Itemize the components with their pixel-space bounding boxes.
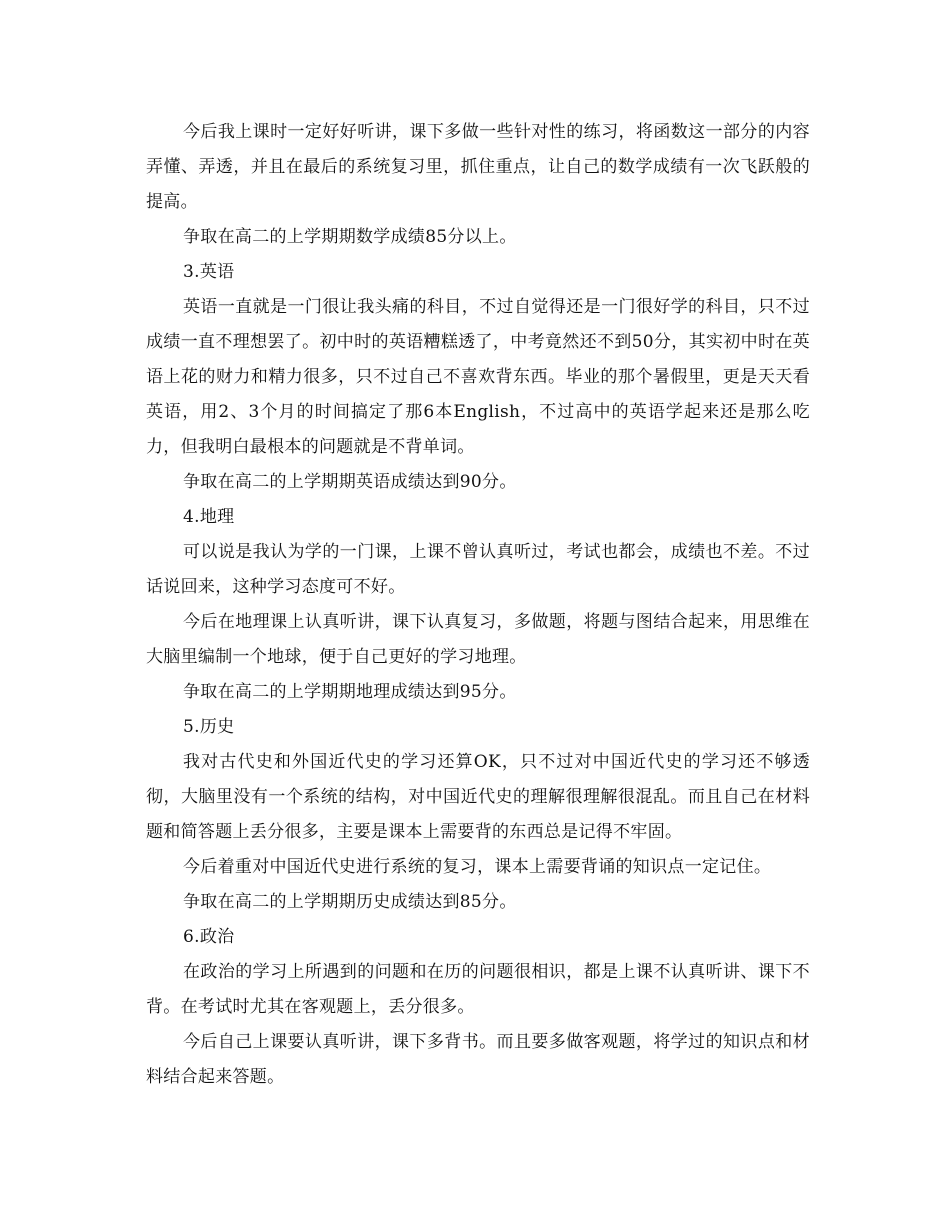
section-heading-history: 5.历史: [183, 717, 235, 737]
section-heading-politics: 6.政治: [183, 927, 235, 947]
paragraph-math-goal: 争取在高二的上学期期数学成绩85分以上。: [183, 227, 517, 247]
paragraph-geography-plan: 今后在地理课上认真听讲，课下认真复习，多做题，将题与图结合起来，用思维在大脑里编制一个地球，便于自己更好的学习地理。: [146, 612, 810, 667]
paragraph-english-status: 英语一直就是一门很让我头痛的科目，不过自觉得还是一门很好学的科目，只不过成绩一直不理想罢了。初中时的英语糟糕透了，中考竟然还不到50分，其实初中时在英语上花的财力和精力很多，只不过自己不喜欢背东西。毕业的那个暑假里，更是天天看英语，用2、3个月的时间搞定了那6本English，不过高中的英语学起来还是那么吃力，但我明白最根本的问题就是不背单词。: [146, 297, 810, 457]
section-heading-geography: 4.地理: [183, 507, 235, 527]
paragraph-politics-plan: 今后自己上课要认真听讲，课下多背书。而且要多做客观题，将学过的知识点和材料结合起来答题。: [146, 1032, 810, 1087]
paragraph-math-plan: 今后我上课时一定好好听讲，课下多做一些针对性的练习，将函数这一部分的内容弄懂、弄透，并且在最后的系统复习里，抓住重点，让自己的数学成绩有一次飞跃般的提高。: [146, 122, 810, 212]
paragraph-geography-status: 可以说是我认为学的一门课，上课不曾认真听过，考试也都会，成绩也不差。不过话说回来，这种学习态度可不好。: [146, 542, 810, 597]
section-heading-english: 3.英语: [183, 262, 235, 282]
document-body: [146, 115, 810, 1095]
paragraph-geography-goal: 争取在高二的上学期期地理成绩达到95分。: [183, 682, 517, 702]
paragraph-english-goal: 争取在高二的上学期期英语成绩达到90分。: [183, 472, 517, 492]
paragraph-politics-status: 在政治的学习上所遇到的问题和在历的问题很相识，都是上课不认真听讲、课下不背。在考试时尤其在客观题上，丢分很多。: [146, 962, 810, 1017]
paragraph-history-plan: 今后着重对中国近代史进行系统的复习，课本上需要背诵的知识点一定记住。: [183, 857, 772, 877]
paragraph-history-status: 我对古代史和外国近代史的学习还算OK，只不过对中国近代史的学习还不够透彻，大脑里没有一个系统的结构，对中国近代史的理解很理解很混乱。而且自己在材料题和简答题上丢分很多，主要是课本上需要背的东西总是记得不牢固。: [146, 752, 810, 842]
paragraph-history-goal: 争取在高二的上学期期历史成绩达到85分。: [183, 892, 517, 912]
